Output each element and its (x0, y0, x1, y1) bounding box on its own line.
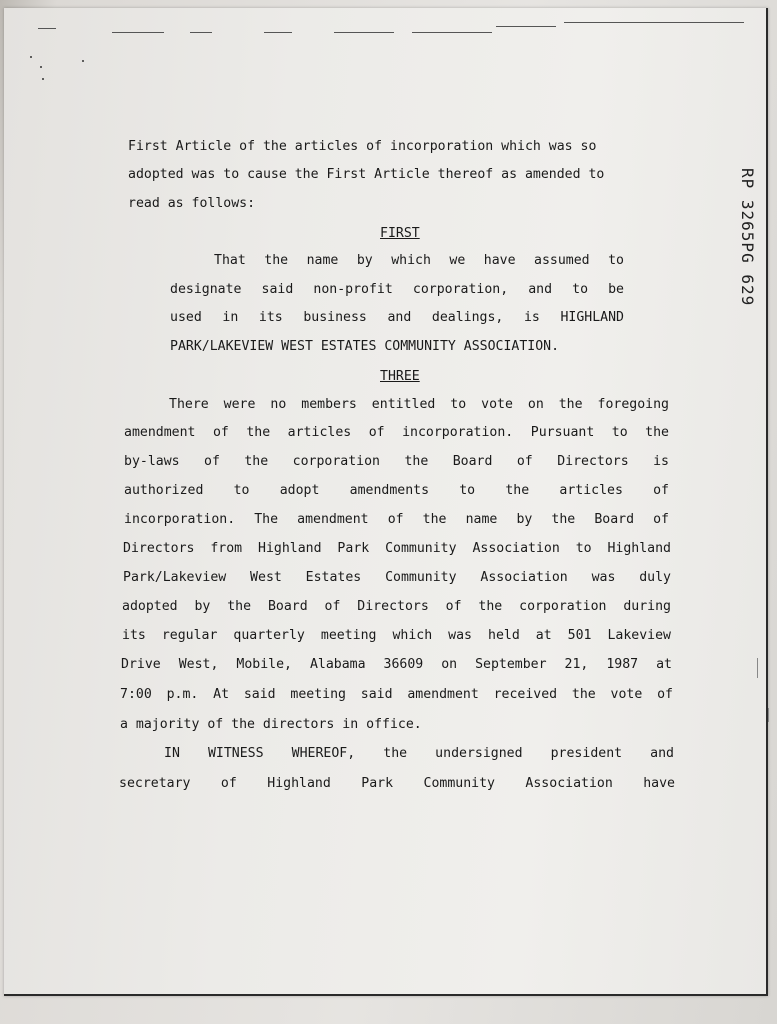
recording-stamp (729, 168, 759, 338)
text-line: secretary of Highland Park Community Association have (119, 776, 675, 791)
text-line: its regular quarterly meeting which was held at 501 Lakeview (122, 628, 671, 643)
section-heading-three: THREE (380, 369, 420, 384)
text-line: First Article of the articles of incorporation which was so (128, 139, 597, 154)
text-line: by-laws of the corporation the Board of Directors is (124, 454, 669, 469)
speck (82, 60, 84, 62)
text-line: Directors from Highland Park Community Association to Highland (123, 541, 671, 556)
edge-mark (190, 32, 212, 33)
text-line: read as follows: (128, 196, 256, 211)
text-line: There were no members entitled to vote on the foregoing (169, 397, 669, 412)
edge-mark (768, 708, 769, 722)
text-line: Drive West, Mobile, Alabama 36609 on September 21, 1987 at (121, 657, 672, 672)
text-line: 7:00 p.m. At said meeting said amendment received the vote of (120, 687, 673, 702)
text-line: designate said non-profit corporation, and to be (170, 282, 624, 297)
edge-mark (264, 32, 292, 33)
edge-mark (496, 26, 556, 27)
text-line: a majority of the directors in office. (120, 717, 422, 732)
speck (30, 56, 32, 58)
section-heading-first: FIRST (380, 226, 420, 241)
edge-mark (38, 28, 56, 29)
text-line: adopted by the Board of Directors of the corporation during (122, 599, 671, 614)
text-line: used in its business and dealings, is HIGHLAND (170, 310, 624, 325)
text-line: That the name by which we have assumed to (214, 253, 624, 268)
speck (40, 66, 42, 68)
text-line: IN WITNESS WHEREOF, the undersigned president and (164, 746, 674, 761)
speck (42, 78, 44, 80)
edge-mark (112, 32, 164, 33)
edge-mark (412, 32, 492, 33)
text-line: incorporation. The amendment of the name by the Board of (124, 512, 669, 527)
text-line: adopted was to cause the First Article thereof as amended to (128, 167, 605, 182)
text-line: PARK/LAKEVIEW WEST ESTATES COMMUNITY ASSOCIATION. (170, 339, 560, 354)
text-line: Park/Lakeview West Estates Community Association was duly (123, 570, 671, 585)
edge-mark (334, 32, 394, 33)
text-line: amendment of the articles of incorporation. Pursuant to the (124, 425, 669, 440)
recording-stamp-text: RP 3265PG 629 (738, 168, 757, 307)
edge-mark (564, 22, 744, 23)
edge-mark (757, 658, 758, 678)
text-line: authorized to adopt amendments to the articles of (124, 483, 669, 498)
paper-sheet (4, 8, 768, 996)
